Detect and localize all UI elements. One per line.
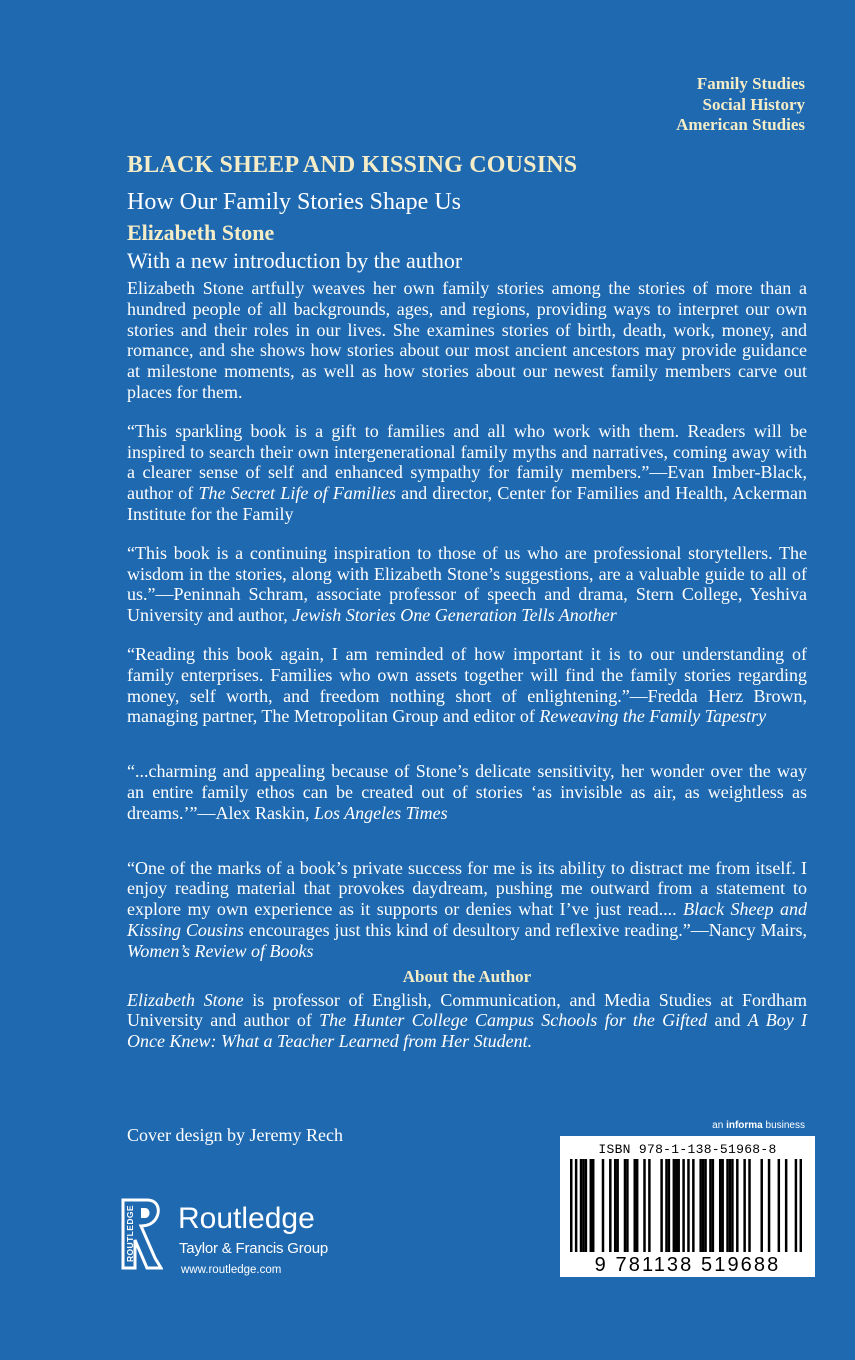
barcode-bar: [719, 1159, 721, 1252]
cited-work: Reweaving the Family Tapestry: [539, 706, 767, 727]
subject-category: American Studies: [676, 115, 805, 134]
barcode-bar: [609, 1159, 611, 1252]
barcode-bar: [677, 1159, 679, 1252]
barcode-bar: [687, 1159, 689, 1252]
publisher-name: Routledge: [178, 1202, 315, 1235]
barcode-bar: [760, 1159, 762, 1252]
intro-note: With a new introduction by the author: [127, 248, 463, 273]
book-description: Elizabeth Stone artfully weaves her own family stories among the stories of more than a hundred people of all backgrounds, ages, and regions, providing ways to interpret our own stories and their roles in our lives. She examines stories of birth, death, work, money, and romance, and she shows how stories about our most ancient ancestors may provide guidance at milestone moments, as well as how stories about our newest family members carve out places for them.: [127, 278, 807, 402]
publisher-group: Taylor & Francis Group: [179, 1240, 328, 1257]
barcode-bar: [712, 1159, 714, 1252]
book-title: BLACK SHEEP AND KISSING COUSINS: [127, 152, 578, 178]
back-cover-text: [127, 150, 807, 1052]
barcode-bar: [673, 1159, 675, 1252]
subject-categories: [676, 74, 805, 136]
barcode-bar: [682, 1159, 684, 1252]
endorsement-quote: “This book is a continuing inspiration to those of us who are professional storytellers. The wisdom in the stories, along with Elizabeth Stone’s suggestions, are a valuable guide to all of us.”—Peninnah Schram, associate professor of speech and drama, Stern College, Yeshiva University and author, Jewish Stories One Generation Tells Another: [127, 542, 807, 626]
subject-category: Social History: [702, 94, 805, 114]
barcode-bar: [636, 1159, 638, 1252]
barcode-bar: [704, 1159, 706, 1252]
barcode-bar: [699, 1159, 701, 1252]
cover-design-credit: Cover design by Jeremy Rech: [127, 1125, 343, 1145]
barcode-bar: [582, 1159, 584, 1252]
barcode-bar: [614, 1159, 616, 1252]
barcode-bar: [778, 1159, 780, 1252]
barcode-bar: [702, 1159, 704, 1252]
book-subtitle: How Our Family Stories Shape Us: [127, 189, 461, 215]
subject-category: Family Studies: [696, 74, 805, 93]
barcode-bar: [668, 1159, 670, 1252]
barcode-bar: [643, 1159, 645, 1252]
endorsement-quote: “...charming and appealing because of Stone’s delicate sensitivity, her wonder over the way an entire family ethos can be created out of stories ‘as invisible as air, as weightless as dreams.’”—Alex Raskin, Los Angeles Times: [127, 761, 807, 823]
publisher-url: www.routledge.com: [181, 1264, 282, 1276]
barcode-bar: [709, 1159, 711, 1252]
barcode-bar: [592, 1159, 594, 1252]
informa-tagline: an informa business: [712, 1120, 805, 1131]
barcode-bar: [575, 1159, 577, 1252]
barcode-bar: [800, 1159, 802, 1252]
isbn-label: ISBN 978-1-138-51968-8: [598, 1142, 777, 1157]
isbn-barcode: [560, 1136, 815, 1277]
barcode-bar: [692, 1159, 694, 1252]
book-author: Elizabeth Stone: [127, 220, 275, 245]
barcode-bar: [731, 1159, 733, 1252]
barcode-bar: [585, 1159, 587, 1252]
barcode-digits: 9 781138 519688: [594, 1254, 781, 1276]
barcode-bar: [570, 1159, 572, 1252]
barcode-bar: [736, 1159, 738, 1252]
cited-work: Black Sheep and Kissing Cousins: [127, 899, 808, 940]
barcode-bar: [726, 1159, 728, 1252]
cited-work: Los Angeles Times: [313, 802, 448, 823]
barcode-bars: [570, 1159, 802, 1252]
barcode-bar: [624, 1159, 626, 1252]
publisher-vertical-name: ROUTLEDGE: [125, 1205, 135, 1263]
cited-work: Women’s Review of Books: [127, 940, 314, 961]
barcode-bar: [795, 1159, 797, 1252]
barcode-bar: [768, 1159, 770, 1252]
barcode-bar: [626, 1159, 628, 1252]
barcode-bar: [785, 1159, 787, 1252]
about-author-text: Elizabeth Stone is professor of English, Communication, and Media Studies at Fordham University and author of The Hunter College Campus Schools for the Gifted and A Boy I Once Knew: What a Teacher Learned from Her Student.: [127, 989, 807, 1052]
endorsement-quote: “One of the marks of a book’s private success for me is its ability to distract me from itself. I enjoy reading material that provokes daydream, pushing me outward from a statement to explore my own experience as it supports or denies what I’ve just read.... Black Sheep and Kissing Cousins encourages just this kind of desultory and reflexive reading.”—Nancy Mairs, Women’s Review of Books: [127, 857, 808, 961]
barcode-bar: [665, 1159, 667, 1252]
barcode-bar: [602, 1159, 604, 1252]
barcode-bar: [633, 1159, 635, 1252]
barcode-bar: [743, 1159, 745, 1252]
barcode-bar: [590, 1159, 592, 1252]
barcode-bar: [729, 1159, 731, 1252]
endorsement-quote: “This sparkling book is a gift to families and all who work with them. Readers will be inspired to search their own intergenerational family myths and narratives, coming away with a clearer sense of self and enhanced sympathy for family members.”—Evan Imber-Black, author of The Secret Life of Families and director, Center for Families and Health, Ackerman Institute for the Family: [127, 420, 808, 524]
barcode-bar: [660, 1159, 662, 1252]
barcode-bar: [616, 1159, 618, 1252]
barcode-bar: [580, 1159, 582, 1252]
barcode-bar: [748, 1159, 750, 1252]
barcode-bar: [675, 1159, 677, 1252]
barcode-bar: [721, 1159, 723, 1252]
cited-work: Jewish Stories One Generation Tells Another: [292, 605, 617, 626]
barcode-bar: [648, 1159, 650, 1252]
cited-work: The Secret Life of Families: [198, 483, 396, 504]
about-author-heading: About the Author: [402, 966, 532, 986]
endorsement-quote: “Reading this book again, I am reminded of how important it is to our understanding of family enterprises. Families who own assets together will find the family stories regarding money, self worth, and freedom nothing short of enlightening.”—Fredda Herz Brown, managing partner, The Metropolitan Group and editor of Reweaving the Family Tapestry: [127, 643, 807, 727]
